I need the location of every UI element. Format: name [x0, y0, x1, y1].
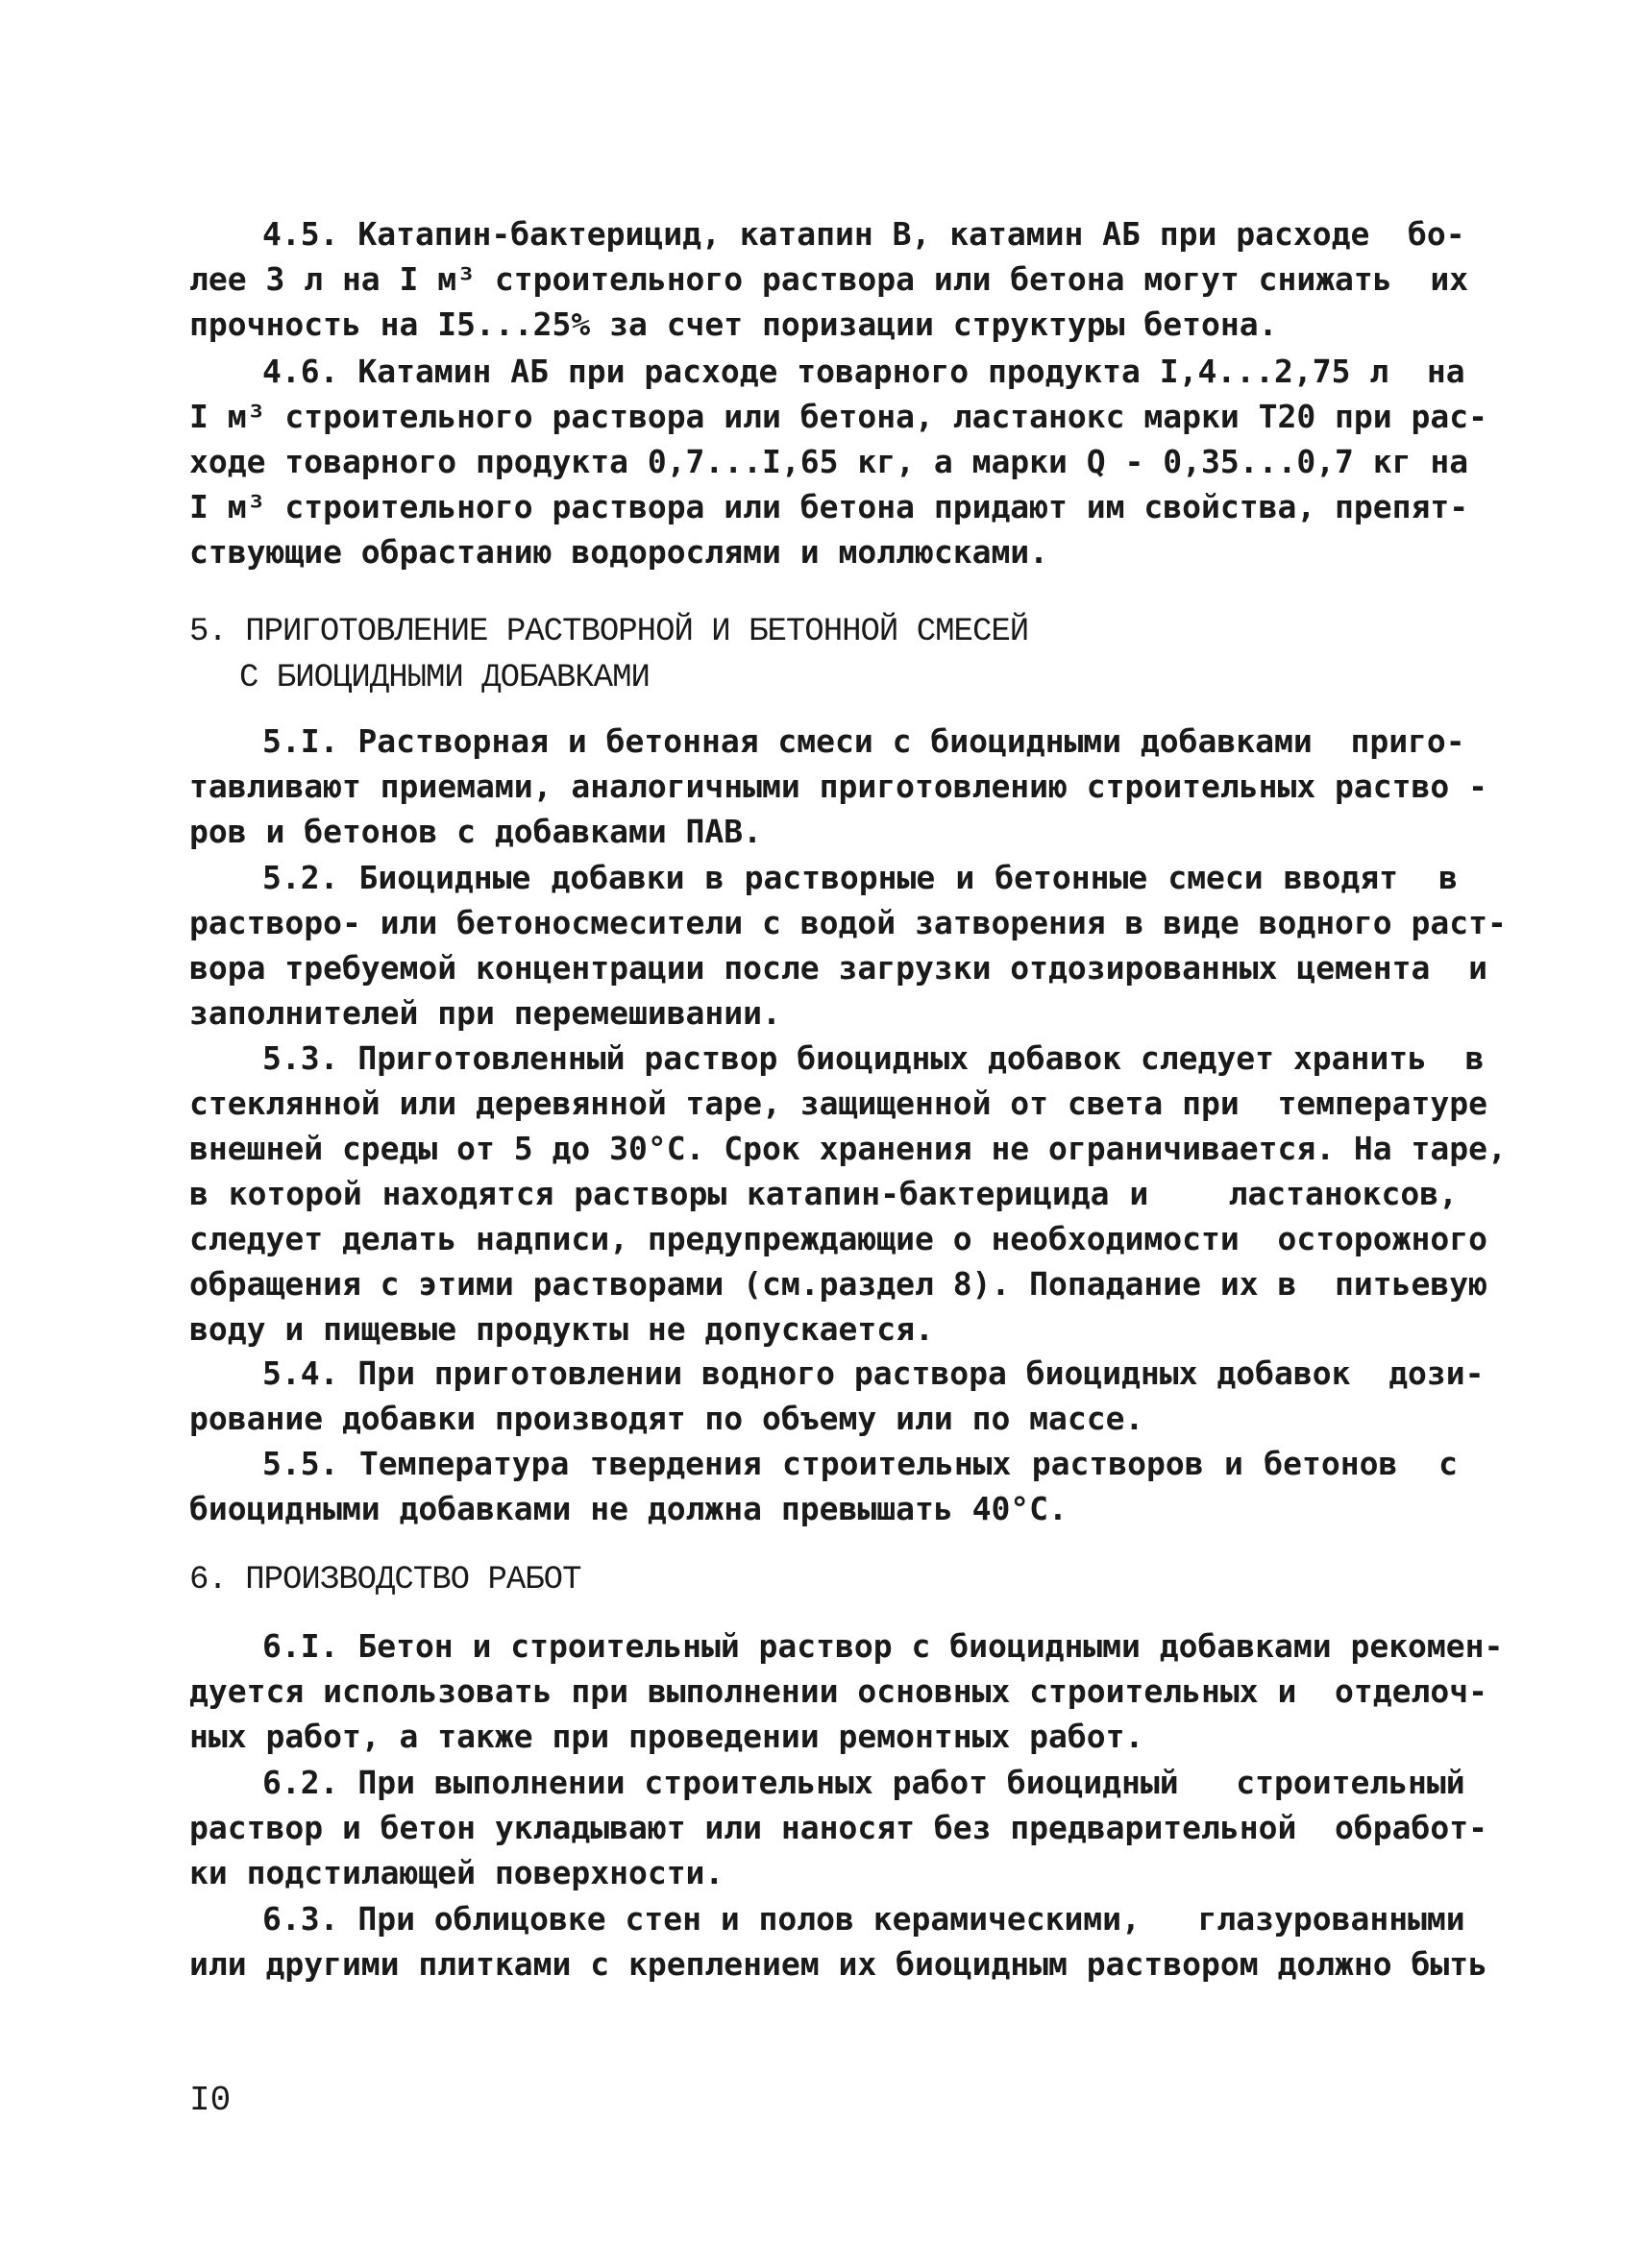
text-block-4-5 [189, 211, 1469, 347]
text-line: ных работ, а также при проведении ремонтных работ. [189, 1718, 1144, 1755]
section-heading-6 [189, 1557, 1458, 1603]
section-heading-5 [189, 609, 1458, 701]
text-block-6-2 [189, 1760, 1488, 1895]
text-line: ров и бетонов с добавками ПАВ. [189, 813, 763, 850]
heading-line: 5. ПРИГОТОВЛЕНИЕ РАСТВОРНОЙ И БЕТОННОЙ СМЕСЕЙ [189, 614, 1029, 650]
text-block-heading-5 [189, 609, 1458, 701]
text-block-5-4 [189, 1351, 1485, 1441]
text-line: 4.6. Катамин АБ при расходе товарного продукта I,4...2,75 л на [262, 353, 1465, 390]
paragraph-6-2 [189, 1760, 1488, 1895]
text-line: в которой находятся растворы катапин-бактерицида и ластаноксов, [189, 1175, 1458, 1212]
text-line: ствующие обрастанию водорослями и моллюсками. [189, 533, 1049, 571]
heading-line: С БИОЦИДНЫМИ ДОБАВКАМИ [239, 660, 650, 696]
text-line: воду и пищевые продукты не допускается. [189, 1310, 934, 1348]
text-line: I м³ строительного раствора или бетона придают им свойства, препят- [189, 488, 1469, 525]
text-block-5-2 [189, 855, 1507, 1036]
paragraph-6-1 [189, 1623, 1504, 1759]
text-line: заполнителей при перемешивании. [189, 994, 781, 1032]
paragraph-4-5 [189, 211, 1469, 347]
text-line: растворо- или бетоносмесители с водой затворения в виде водного раст- [189, 904, 1507, 941]
text-line: или другими плитками с креплением их биоцидным раствором должно быть [189, 1945, 1488, 1983]
text-line: ходе товарного продукта 0,7...I,65 кг, а марки Q - 0,35...0,7 кг на [189, 443, 1469, 480]
text-line: внешней среды от 5 до 30°С. Срок хранения не ограничивается. На таре, [189, 1130, 1507, 1167]
text-line: тавливают приемами, аналогичными приготовлению строительных раство - [189, 768, 1488, 805]
heading-line: 6. ПРОИЗВОДСТВО РАБОТ [189, 1562, 581, 1598]
text-line: биоцидными добавками не должна превышать 40°С. [189, 1490, 1068, 1527]
text-line: 4.5. Катапин-бактерицид, катапин В, катамин АБ при расходе бо- [262, 215, 1465, 253]
page-number: I0 [189, 2081, 232, 2120]
paragraph-6-3 [189, 1896, 1488, 1987]
text-block-4-6 [189, 349, 1488, 574]
paragraph-5-4 [189, 1351, 1485, 1441]
text-block-5-3 [189, 1036, 1507, 1352]
text-block-6-1 [189, 1623, 1504, 1759]
text-line: 5.4. При приготовлении водного раствора биоцидных добавок дози- [262, 1354, 1485, 1392]
text-line: 6.3. При облицовке стен и полов керамическими, глазурованными [262, 1900, 1465, 1938]
paragraph-5-5 [189, 1441, 1458, 1531]
text-line: 5.2. Биоцидные добавки в растворные и бетонные смеси вводят в [262, 859, 1458, 896]
text-line: 5.I. Растворная и бетонная смеси с биоцидными добавками приго- [262, 722, 1465, 760]
paragraph-5-2 [189, 855, 1507, 1036]
text-line: раствор и бетон укладывают или наносят без предварительной обработ- [189, 1809, 1488, 1846]
text-line: 5.3. Приготовленный раствор биоцидных добавок следует хранить в [262, 1039, 1485, 1077]
text-line: лее 3 л на I м³ строительного раствора или бетона могут снижать их [189, 260, 1469, 298]
text-line: 5.5. Температура твердения строительных растворов и бетонов с [262, 1445, 1458, 1482]
text-line: рование добавки производят по объему или по массе. [189, 1400, 1144, 1437]
text-line: следует делать надписи, предупреждающие о необходимости осторожного [189, 1220, 1488, 1257]
paragraph-5-1 [189, 719, 1488, 854]
text-line: обращения с этими растворами (см.раздел 8). Попадание их в питьевую [189, 1265, 1488, 1303]
text-block-heading-6 [189, 1557, 1458, 1603]
text-line: стеклянной или деревянной таре, защищенной от света при температуре [189, 1085, 1488, 1122]
text-line: прочность на I5...25% за счет поризации структуры бетона. [189, 305, 1278, 343]
text-line: 6.I. Бетон и строительный раствор с биоцидными добавками рекомен- [262, 1627, 1504, 1665]
text-line: 6.2. При выполнении строительных работ биоцидный строительный [262, 1764, 1465, 1801]
text-block-5-1 [189, 719, 1488, 854]
text-line: вора требуемой концентрации после загрузки отдозированных цемента и [189, 949, 1488, 987]
paragraph-4-6 [189, 349, 1488, 574]
text-block-6-3 [189, 1896, 1488, 1987]
text-line: дуется использовать при выполнении основных строительных и отделоч- [189, 1672, 1488, 1710]
paragraph-5-3 [189, 1036, 1507, 1352]
text-line: ки подстилающей поверхности. [189, 1854, 725, 1891]
text-line: I м³ строительного раствора или бетона, ластанокс марки Т20 при рас- [189, 398, 1488, 435]
text-block-5-5 [189, 1441, 1458, 1531]
